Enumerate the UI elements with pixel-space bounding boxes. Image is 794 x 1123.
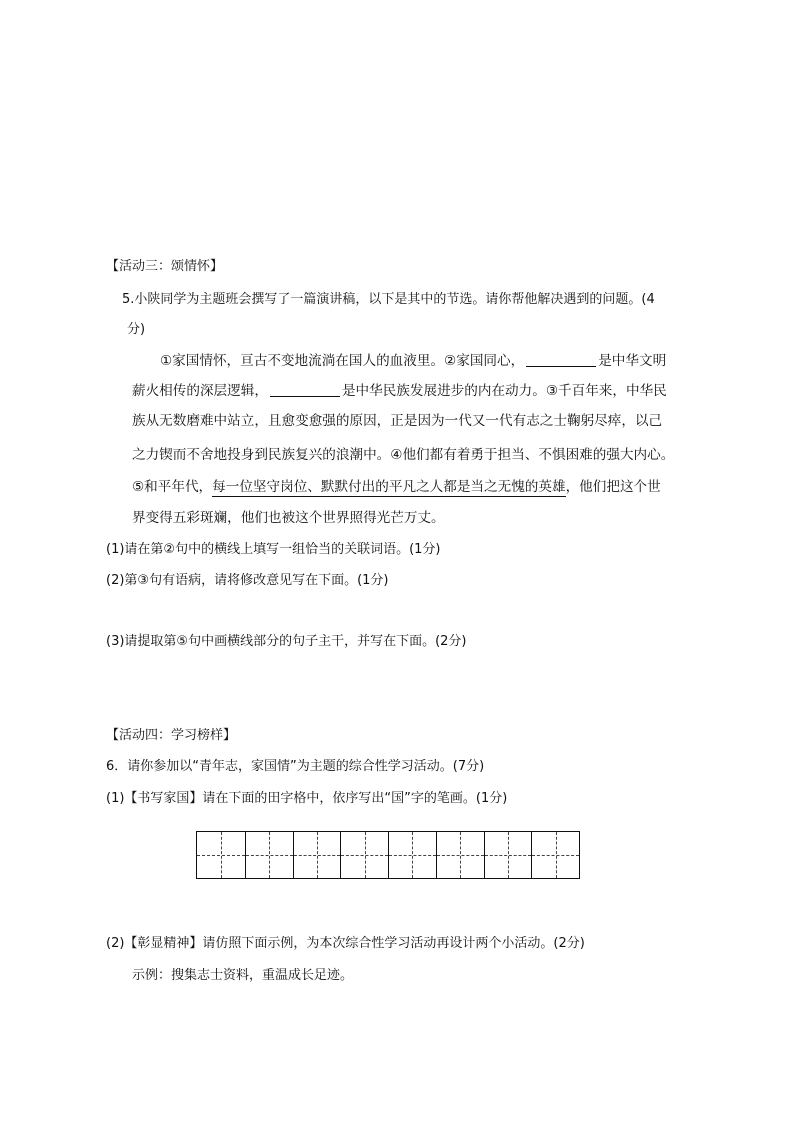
passage-text: 薪火相传的深层逻辑，: [132, 383, 268, 399]
q6-subquestion-1: (1)【书写家国】请在下面的田字格中，依序写出“国”字的笔画。(1分): [106, 791, 508, 806]
tianzige-cell[interactable]: [531, 832, 579, 878]
tianzige-cell[interactable]: [197, 832, 245, 878]
passage-line2: [132, 381, 667, 401]
tianzige-cell[interactable]: [340, 832, 388, 878]
underlined-sentence: 每一位坚守岗位、默默付出的平凡之人都是当之无愧的英雄: [212, 479, 566, 495]
example-text: 示例：搜集志士资料，重温成长足迹。: [132, 968, 354, 983]
question5-line1: 5.小陕同学为主题班会撰写了一篇演讲稿，以下是其中的节选。请你帮他解决遇到的问题。(4: [122, 292, 655, 307]
passage-line6: 界变得五彩斑斓，他们也被这个世界照得光芒万丈。: [132, 510, 445, 526]
tianzige-cell[interactable]: [245, 832, 293, 878]
tianzige-cell[interactable]: [436, 832, 484, 878]
passage-text: ，他们把这个世: [565, 479, 661, 495]
passage-text: 是中华文明: [598, 353, 667, 369]
subquestion-2: (2)第③句有语病，请将修改意见写在下面。(1分): [106, 573, 389, 588]
question5-line2: 分): [127, 322, 146, 337]
answer-blank-1[interactable]: [526, 352, 596, 367]
subquestion-1: (1)请在第②句中的横线上填写一组恰当的关联词语。(1分): [106, 542, 441, 557]
tianzige-cell[interactable]: [293, 832, 341, 878]
passage-line5: [132, 477, 661, 497]
tianzige-cell[interactable]: [484, 832, 532, 878]
passage-text: 是中华民族发展进步的内在动力。③千百年来，中华民: [341, 383, 667, 399]
passage-text: ⑤和平年代，: [132, 479, 213, 495]
passage-line4: 之力锲而不舍地投身到民族复兴的浪潮中。④他们都有着勇于担当、不惧困难的强大内心。: [132, 447, 675, 463]
question6: 6．请你参加以“青年志，家国情”为主题的综合性学习活动。(7分): [106, 759, 485, 774]
tianzige-cell[interactable]: [388, 832, 436, 878]
passage-line3: 族从无数磨难中站立，且愈变愈强的原因，正是因为一代又一代有志之士鞠躬尽瘁，以己: [132, 413, 663, 429]
activity4-heading: 【活动四：学习榜样】: [106, 728, 237, 743]
passage-text: ①家国情怀，亘古不变地流淌在国人的血液里。②家国同心，: [160, 353, 525, 369]
tianzige-grid: [196, 831, 580, 879]
passage-line1: [160, 351, 666, 371]
answer-blank-2[interactable]: [270, 382, 340, 397]
subquestion-3: (3)请提取第⑤句中画横线部分的句子主干，并写在下面。(2分): [106, 634, 467, 649]
activity3-heading: 【活动三：颂情怀】: [106, 259, 224, 274]
q6-subquestion-2: (2)【彰显精神】请仿照下面示例，为本次综合性学习活动再设计两个小活动。(2分): [106, 936, 585, 951]
